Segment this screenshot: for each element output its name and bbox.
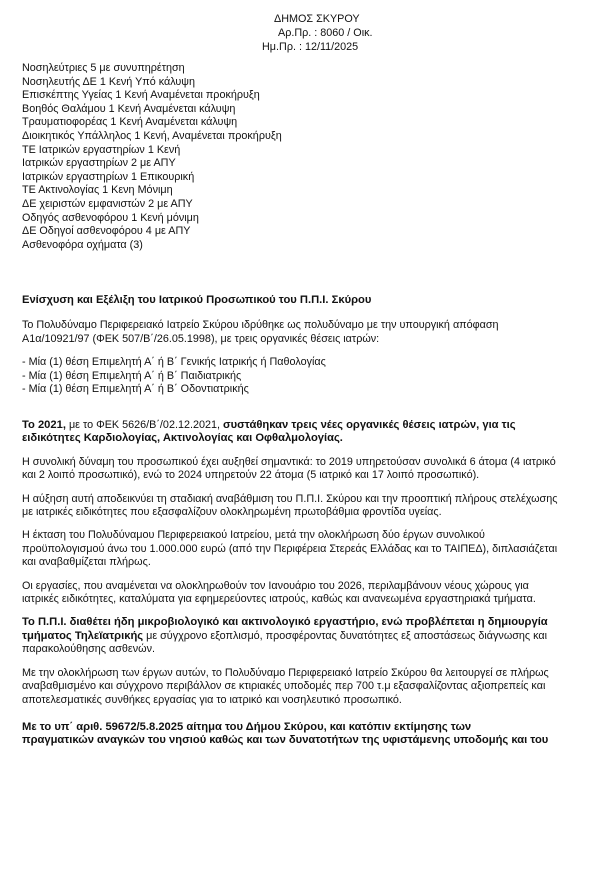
request-line: πραγματικών αναγκών του νησιού καθώς και των δυνατοτήτων της υφιστάμενης υποδομής και του (22, 734, 549, 747)
year-2021-bold: Το 2021, (22, 419, 66, 431)
staff-growth-paragraph (22, 456, 588, 483)
paragraph-line: Η έκταση του Πολυδύναμου Περιφερειακού Ιατρείου, μετά την ολοκλήρωση δύο έργων συνολικού (22, 529, 485, 542)
laboratory-paragraph (22, 616, 588, 656)
document-body (22, 294, 588, 748)
staff-list-item: ΤΕ Ακτινολογίας 1 Κενη Μόνιμη (22, 184, 173, 197)
paragraph-line: και αναβαθμίζεται πλήρως. (22, 556, 151, 569)
jobs-paragraph (22, 580, 588, 607)
paragraph-line: προϋπολογισμού άνω του 1.000.000 ευρώ (από την Περιφέρεια Στερεάς Ελλάδας και το ΤΑΙΠΕΔ), διπλασιάζεται (22, 542, 558, 555)
paragraph-line: Η αύξηση αυτή αποδεικνύει τη σταδιακή αναβάθμιση του Π.Π.Ι. Σκύρου και την προοπτική πλήρους στελέχωσης (22, 492, 558, 505)
request-line: Με το υπ΄ αριθ. 59672/5.8.2025 αίτημα του Δήμου Σκύρου, και κατόπιν εκτίμησης των (22, 720, 472, 733)
intro-line: Α1α/10921/97 (ΦΕΚ 507/Β΄/26.05.1998), με τρεις οργανικές θέσεις ιατρών: (22, 332, 380, 345)
paragraph-line: ιατρικές ειδικότητες, καταλύματα για εφημερεύοντες ιατρούς, καθώς και ανανεωμένα εργαστηριακά τμήματα. (22, 593, 536, 606)
staff-list-item: Ιατρικών εργαστηρίων 1 Επικουρική (22, 170, 195, 183)
section-title: Ενίσχυση και Εξέλιξη του Ιατρικού Προσωπικού του Π.Π.Ι. Σκύρου (22, 294, 372, 306)
staff-list-item: Νοσηλευτής ΔΕ 1 Κενή Υπό κάλυψη (22, 75, 196, 88)
paragraph-line: και 2 λοιπό προσωπικό), ενώ το 2024 υπηρετούν 22 άτομα (5 ιατρικό και 17 λοιπό προσωπικό). (22, 469, 480, 482)
telemedicine-bold: τμήματος Τηλεϊατρικής (22, 629, 144, 642)
paragraph-2021 (22, 419, 588, 446)
staff-list-item: Τραυματιοφορέας 1 Κενή Αναμένεται κάλυψη (22, 116, 238, 129)
staff-list-item: Οδηγός ασθενοφόρου 1 Κενή μόνιμη (22, 211, 199, 224)
protocol-number: Αρ.Πρ. : 8060 / Οικ. (278, 27, 373, 39)
new-positions-bold: συστάθηκαν τρεις νέες οργανικές θέσεις ιατρών, για τις (222, 419, 516, 431)
position-item: - Μία (1) θέση Επιμελητή Α΄ ή Β΄ Παιδιατρικής (22, 369, 242, 382)
staff-list-item: ΔΕ χειριστών εμφανιστών 2 με ΑΠΥ (22, 197, 193, 210)
staff-list-item: Ασθενοφόρα οχήματα (3) (22, 238, 143, 251)
upgrade-paragraph (22, 493, 588, 520)
paragraph-line: Με την ολοκλήρωση των έργων αυτών, το Πολυδύναμο Περιφερειακό Ιατρείο Σκύρου θα λειτουργεί σε πλήρως (22, 666, 549, 679)
paragraph-line: Οι εργασίες, που αναμένεται να ολοκληρωθούν τον Ιανουάριο του 2026, περιλαμβάνουν νέους χώρους για (22, 579, 529, 592)
intro-paragraph (22, 319, 588, 346)
staff-list-item: Βοηθός Θαλάμου 1 Κενή Αναμένεται κάλυψη (22, 102, 236, 115)
staff-list-item: Ιατρικών εργαστηρίων 2 με ΑΠΥ (22, 157, 176, 170)
fek-reference: με το ΦΕΚ 5626/Β΄/02.12.2021, (65, 419, 223, 431)
future-paragraph (22, 667, 588, 707)
staff-list-item: Νοσηλεύτριες 5 με συνυπηρέτηση (22, 62, 185, 74)
municipality-name: ΔΗΜΟΣ ΣΚΥΡΟΥ (274, 13, 360, 25)
staff-list-item: ΤΕ Ιατρικών εργαστηρίων 1 Κενή (22, 143, 181, 156)
paragraph-line: παρακολούθησης ασθενών. (22, 643, 155, 656)
staff-list-item: ΔΕ Οδηγοί ασθενοφόρου 4 με ΑΠΥ (22, 225, 191, 238)
request-paragraph (22, 721, 588, 748)
paragraph-line: Η συνολική δύναμη του προσωπικού έχει αυξηθεί σημαντικά: το 2019 υπηρετούσαν συνολικά 6 άτομα (4 ιατρικό (22, 455, 556, 468)
specialties-bold: ειδικότητες Καρδιολογίας, Ακτινολογίας και Οφθαλμολογίας. (22, 432, 343, 445)
position-item: - Μία (1) θέση Επιμελητή Α΄ ή Β΄ Γενικής Ιατρικής ή Παθολογίας (22, 356, 326, 369)
staff-list-item: Επισκέπτης Υγείας 1 Κενή Αναμένεται προκήρυξη (22, 89, 260, 102)
telemedicine-text: με σύγχρονο εξοπλισμό, προσφέροντας δυνατότητες εξ αποστάσεως διάγνωσης και (143, 629, 548, 642)
intro-line: Το Πολυδύναμο Περιφερειακό Ιατρείο Σκύρου ιδρύθηκε ως πολυδύναμο με την υπουργική απόφαση (22, 319, 499, 332)
position-item: - Μία (1) θέση Επιμελητή Α΄ ή Β΄ Οδοντιατρικής (22, 383, 249, 396)
paragraph-line: με ιατρικές ειδικότητες που εξασφαλίζουν ολοκληρωμένη πρωτοβάθμια φροντίδα υγείας. (22, 506, 442, 519)
laboratory-bold: Το Π.Π.Ι. διαθέτει ήδη μικροβιολογικό και ακτινολογικό εργαστήριο, ενώ προβλέπεται η δημιουργία (22, 616, 548, 629)
staff-list (22, 62, 282, 252)
staff-list-item: Διοικητικός Υπάλληλος 1 Κενή, Αναμένεται προκήρυξη (22, 129, 282, 142)
protocol-date: Ημ.Πρ. : 12/11/2025 (262, 41, 359, 53)
positions-list (22, 356, 588, 397)
paragraph-line: αποτελεσματικές συνθήκες εργασίας για το ιατρικό και νοσηλευτικό προσωπικό. (22, 693, 402, 706)
paragraph-line: αναβαθμισμένο και σύγχρονο περιβάλλον σε κτιριακές υποδομές περ 700 τ.μ εξασφαλίζοντας αξιοπρεπείς και (22, 680, 546, 693)
works-paragraph (22, 529, 588, 569)
